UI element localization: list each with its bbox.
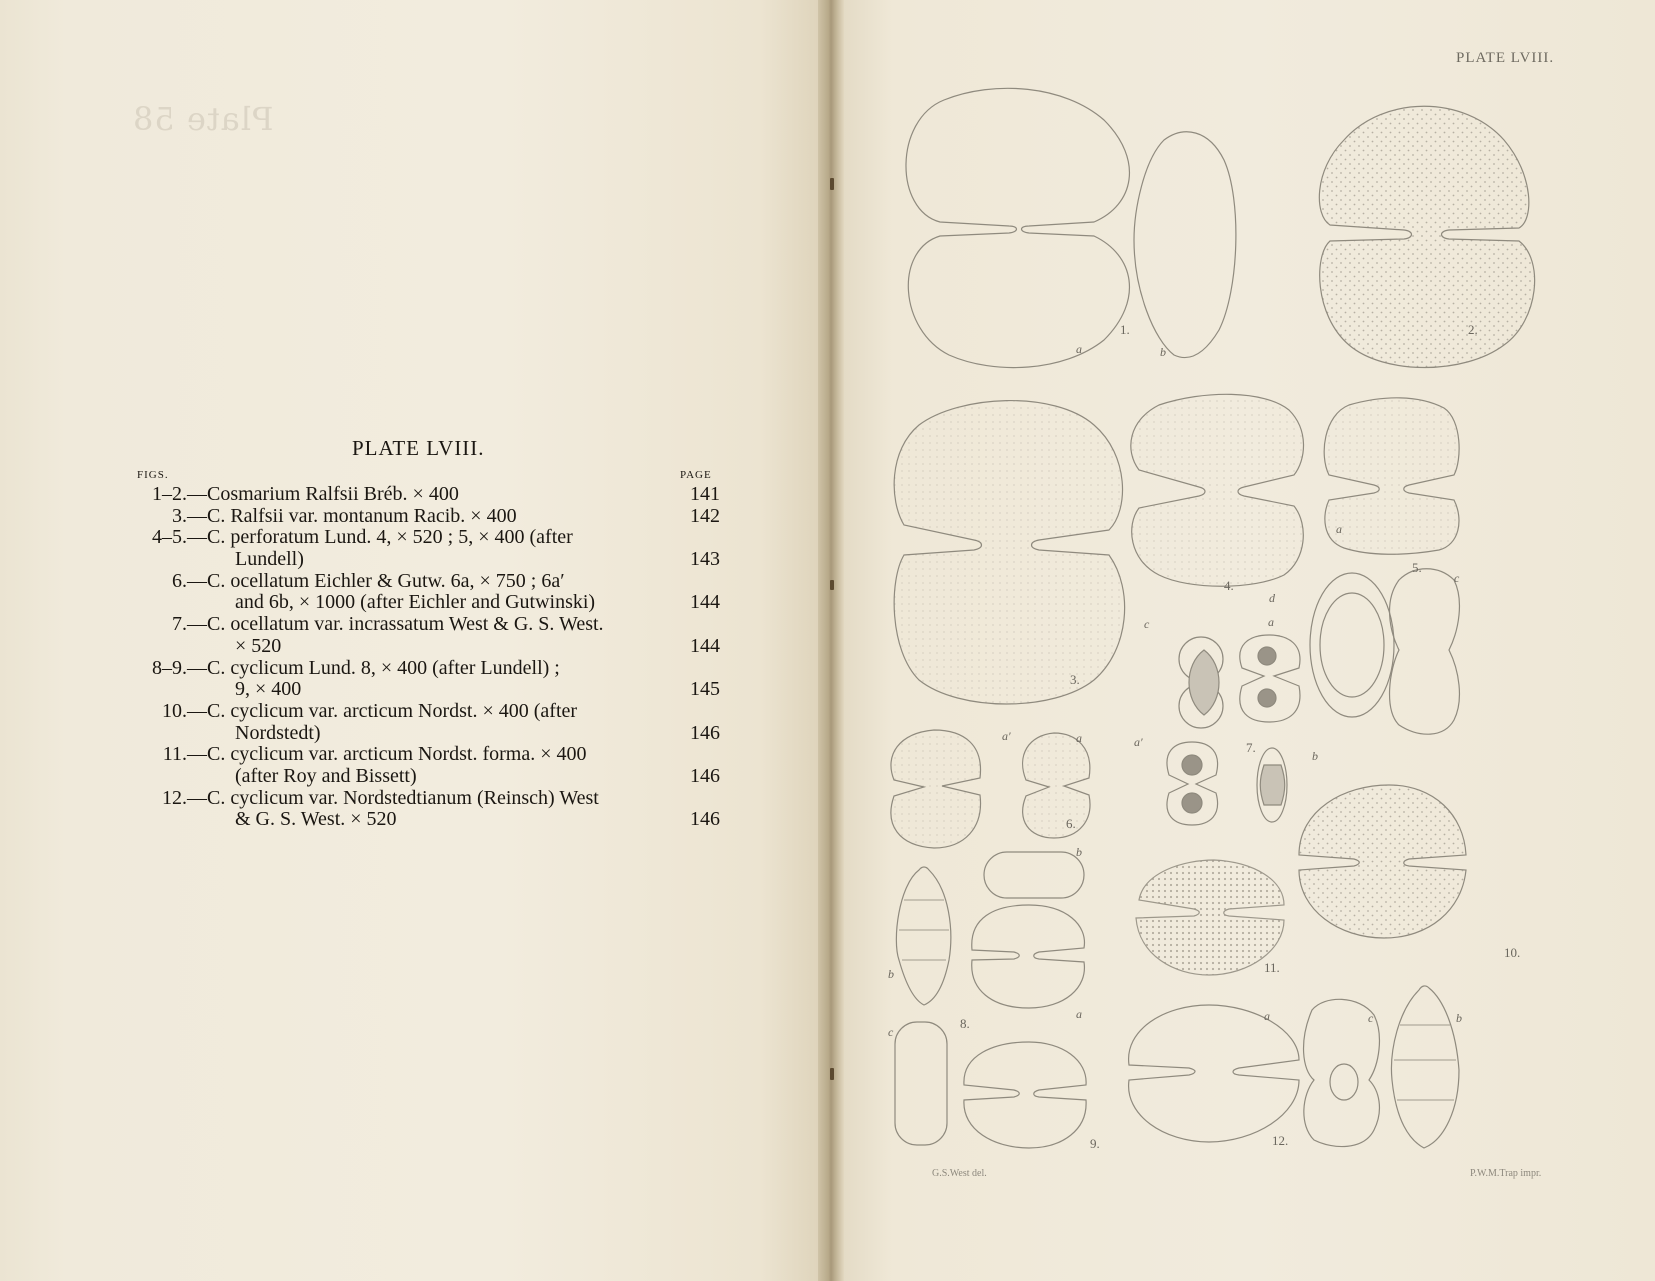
entry-text: C. cyclicum var. arcticum Nordst. × 400 (after <box>207 699 578 722</box>
fig-6-cells <box>891 730 1090 898</box>
entry-text: C. cyclicum Lund. 8, × 400 (after Lundell) ; <box>207 656 560 679</box>
entry-continuation: Nordstedt) <box>235 721 321 744</box>
entry-number: 7. <box>172 613 187 636</box>
binding-stitch <box>830 178 834 190</box>
svg-text:3.: 3. <box>1070 672 1080 687</box>
entry-page: 146 <box>690 808 720 831</box>
svg-text:d: d <box>1269 591 1275 605</box>
left-page <box>0 0 826 1281</box>
plate-key-title: PLATE LVIII. <box>352 436 485 460</box>
entry-number: 3. <box>172 504 187 527</box>
entry-text: C. ocellatum Eichler & Gutw. 6a, × 750 ; 6a′ <box>207 569 565 592</box>
figure-index <box>135 484 720 831</box>
entry-page: 145 <box>690 678 720 701</box>
book-gutter <box>818 0 844 1281</box>
entry-continuation: & G. S. West. × 520 <box>235 808 397 831</box>
entry-number: 4–5. <box>152 526 187 549</box>
index-entry: 1–2.—Cosmarium Ralfsii Bréb. × 400 141 <box>135 484 720 506</box>
svg-text:2.: 2. <box>1468 322 1478 337</box>
entry-page: 144 <box>690 591 720 614</box>
svg-text:b: b <box>1076 845 1082 859</box>
index-entry: 7.—C. ocellatum var. incrassatum West & G. S. West. × 520 144 <box>135 614 720 657</box>
fig-5c-cell <box>1390 569 1460 734</box>
figs-column-header: FIGS. <box>137 469 169 481</box>
svg-text:11.: 11. <box>1264 960 1280 975</box>
desmid-plate-illustration <box>844 0 1655 1281</box>
printer-credit: P.W.M.Trap impr. <box>1470 1168 1542 1179</box>
svg-text:7.: 7. <box>1246 740 1256 755</box>
show-through-text: Plate 58 <box>132 100 274 138</box>
svg-text:c: c <box>888 1025 894 1039</box>
entry-continuation: (after Roy and Bissett) <box>235 764 417 787</box>
svg-text:b: b <box>1312 749 1318 763</box>
entry-number: 11. <box>162 743 187 766</box>
entry-number: 10. <box>162 699 187 722</box>
index-entry: 10.—C. cyclicum var. arcticum Nordst. × 400 (after Nordstedt) 146 <box>135 701 720 744</box>
entry-number: 8–9. <box>152 656 187 679</box>
svg-text:c: c <box>1454 571 1460 585</box>
entry-page: 141 <box>690 483 720 505</box>
entry-text: C. perforatum Lund. 4, × 520 ; 5, × 400 (after <box>207 526 573 549</box>
index-entry: 4–5.—C. perforatum Lund. 4, × 520 ; 5, × 400 (after Lundell) 143 <box>135 527 720 570</box>
entry-page: 144 <box>690 634 720 657</box>
fig-10-cell <box>1299 785 1466 938</box>
svg-text:5.: 5. <box>1412 560 1422 575</box>
index-entry: 8–9.—C. cyclicum Lund. 8, × 400 (after Lundell) ; 9, × 400 145 <box>135 658 720 701</box>
fig-11-cell <box>1136 860 1284 975</box>
index-entry: 6.—C. ocellatum Eichler & Gutw. 6a, × 750 ; 6a′ and 6b, × 1000 (after Eichler and Gutwinski) 144 <box>135 571 720 614</box>
binding-stitch <box>830 580 834 590</box>
entry-text: C. Ralfsii var. montanum Racib. × 400 <box>207 504 517 527</box>
svg-text:4.: 4. <box>1224 578 1234 593</box>
entry-number: 6. <box>172 569 187 592</box>
entry-continuation: × 520 <box>235 634 282 657</box>
fig-8-cells <box>895 867 1086 1148</box>
index-entry: 12.—C. cyclicum var. Nordstedtianum (Reinsch) West & G. S. West. × 520 146 <box>135 788 720 831</box>
entry-text: C. ocellatum var. incrassatum West & G. S. West. <box>207 613 604 636</box>
entry-number: 12. <box>162 786 187 809</box>
svg-text:a: a <box>1336 522 1342 536</box>
fig-7-cells <box>1167 635 1300 825</box>
svg-text:b: b <box>888 967 894 981</box>
svg-text:12.: 12. <box>1272 1133 1289 1148</box>
entry-text: Cosmarium Ralfsii Bréb. × 400 <box>207 483 459 505</box>
svg-text:b: b <box>1160 345 1166 359</box>
entry-page: 143 <box>690 548 720 571</box>
entry-page: 146 <box>690 721 720 744</box>
plate-label: PLATE LVIII. <box>1456 50 1555 66</box>
svg-text:1.: 1. <box>1120 322 1130 337</box>
svg-text:c: c <box>1368 1011 1374 1025</box>
svg-text:a: a <box>1076 731 1082 745</box>
fig-5a-cell <box>1324 398 1459 554</box>
fig-12-cells <box>1129 986 1459 1148</box>
fig-1b-cell <box>1134 132 1236 358</box>
entry-text: C. cyclicum var. Nordstedtianum (Reinsch) West <box>207 786 599 809</box>
svg-text:a: a <box>1268 615 1274 629</box>
svg-text:a′: a′ <box>1134 735 1143 749</box>
fig-4-cell <box>1131 394 1304 586</box>
svg-text:b: b <box>1456 1011 1462 1025</box>
entry-number: 1–2. <box>152 483 187 505</box>
svg-text:a: a <box>1076 1007 1082 1021</box>
binding-stitch <box>830 1068 834 1080</box>
entry-page: 142 <box>690 504 720 527</box>
fig-3-cell <box>894 401 1124 704</box>
svg-text:a: a <box>1076 342 1082 356</box>
fig-5d-cell <box>1310 573 1394 717</box>
entry-page: 146 <box>690 764 720 787</box>
svg-text:9.: 9. <box>1090 1136 1100 1151</box>
fig-2-cell <box>1319 106 1534 367</box>
entry-continuation: 9, × 400 <box>235 678 302 701</box>
page-column-header: PAGE <box>680 469 712 481</box>
svg-text:a′: a′ <box>1002 729 1011 743</box>
svg-text:10.: 10. <box>1504 945 1521 960</box>
svg-text:8.: 8. <box>960 1016 970 1031</box>
svg-text:6.: 6. <box>1066 816 1076 831</box>
svg-text:a: a <box>1264 1009 1270 1023</box>
entry-continuation: Lundell) <box>235 548 304 571</box>
index-entry: 11.—C. cyclicum var. arcticum Nordst. forma. × 400 (after Roy and Bissett) 146 <box>135 744 720 787</box>
fig-1a-cell <box>906 88 1129 367</box>
entry-continuation: and 6b, × 1000 (after Eichler and Gutwinski) <box>235 591 596 614</box>
index-entry: 3.—C. Ralfsii var. montanum Racib. × 400 142 <box>135 506 720 528</box>
artist-credit: G.S.West del. <box>932 1168 987 1179</box>
entry-text: C. cyclicum var. arcticum Nordst. forma. × 400 <box>207 743 587 766</box>
svg-text:c: c <box>1144 617 1150 631</box>
